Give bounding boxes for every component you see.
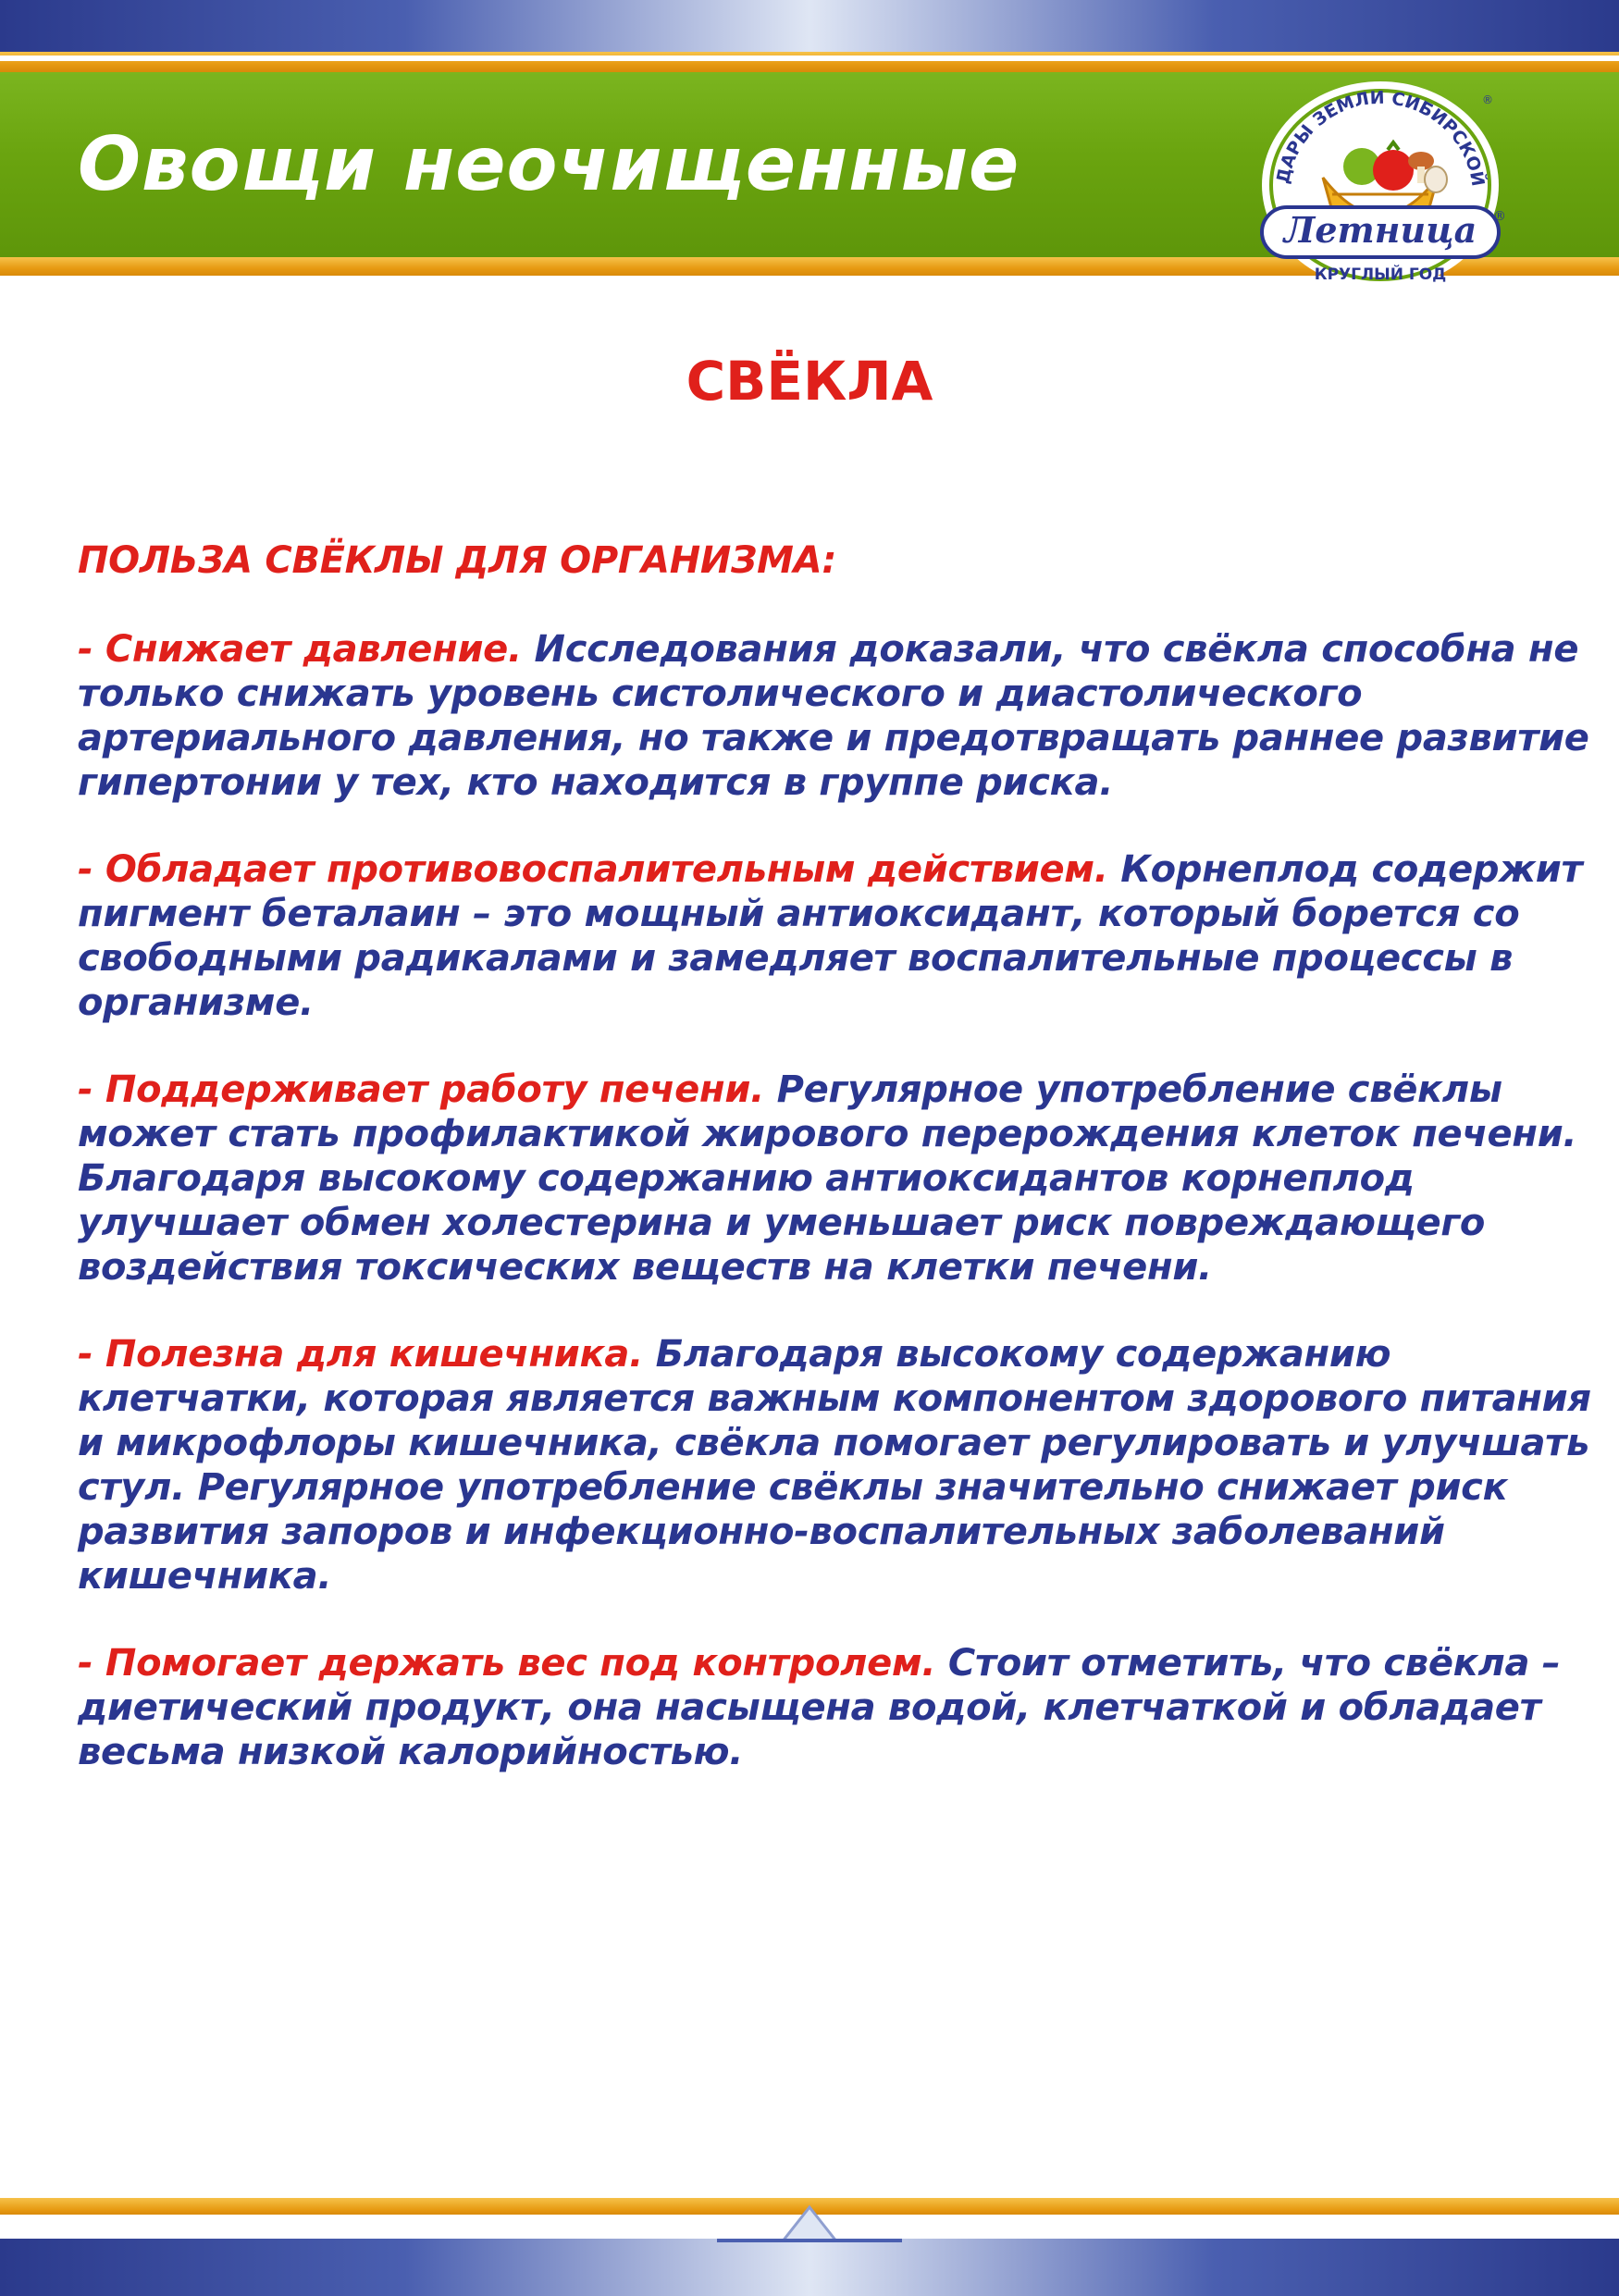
benefit-lead: - Полезна для кишечника. <box>78 1333 643 1376</box>
benefit-paragraph <box>78 1641 1595 1774</box>
benefit-text: Исследования доказали, что свёкла способна не только снижать уровень систолического и диастолического артериального давления, но также и предотвращать раннее развитие гипертонии у тех, кто находится в группе риска. <box>78 628 1589 804</box>
benefit-text: Регулярное употребление свёклы может стать профилактикой жирового перерождения клеток печени. Благодаря высокому содержанию антиоксидантов корнеплод улучшает обмен холестерина и уменьшает риск повреждающего воздействия токсических веществ на клетки печени. <box>78 1068 1577 1289</box>
benefit-lead: - Поддерживает работу печени. <box>78 1068 764 1111</box>
benefit-lead: - Снижает давление. <box>78 628 522 671</box>
header-top-bar <box>0 0 1619 52</box>
logo-arc-registered-mark: ® <box>1482 93 1493 106</box>
logo-brand-name: Летница <box>1283 209 1477 251</box>
logo-arc-text: ДАРЫ ЗЕМЛИ СИБИРСКОЙ <box>1272 87 1489 189</box>
section-heading: ПОЛЬЗА СВЁКЛЫ ДЛЯ ОРГАНИЗМА: <box>78 539 837 582</box>
footer-blue-bar <box>0 2239 1619 2296</box>
brand-logo <box>1240 57 1517 298</box>
benefits-content <box>78 538 1595 1817</box>
garlic-icon <box>1425 167 1447 192</box>
logo-tagline: КРУГЛЫЙ ГОД <box>1314 265 1447 284</box>
benefit-paragraph <box>78 1068 1595 1290</box>
benefit-text: Стоит отметить, что свёкла – диетический продукт, она насыщена водой, клетчаткой и обладает весьма низкой калорийностью. <box>78 1642 1561 1773</box>
tomato-icon <box>1373 150 1414 191</box>
category-title: Овощи неочищенные <box>78 121 1020 207</box>
footer-chevron-icon <box>717 2202 902 2242</box>
benefit-paragraph <box>78 847 1595 1025</box>
benefit-paragraph <box>78 627 1595 805</box>
benefit-text: Корнеплод содержит пигмент беталаин – это мощный антиоксидант, который борется со свободными радикалами и замедляет воспалительные процессы в организме. <box>78 848 1583 1024</box>
product-title: СВЁКЛА <box>686 350 933 413</box>
benefit-text: Благодаря высокому содержанию клетчатки, которая является важным компонентом здорового питания и микрофлоры кишечника, свёкла помогает регулировать и улучшать стул. Регулярное употребление свёклы значительно снижает риск развития запоров и инфекционно-воспалительных заболеваний кишечника. <box>78 1333 1591 1598</box>
benefit-lead: - Обладает противовоспалительным действием. <box>78 848 1108 891</box>
benefit-paragraph <box>78 1332 1595 1599</box>
logo-registered-mark: ® <box>1493 209 1506 224</box>
benefit-lead: - Помогает держать вес под контролем. <box>78 1642 936 1685</box>
